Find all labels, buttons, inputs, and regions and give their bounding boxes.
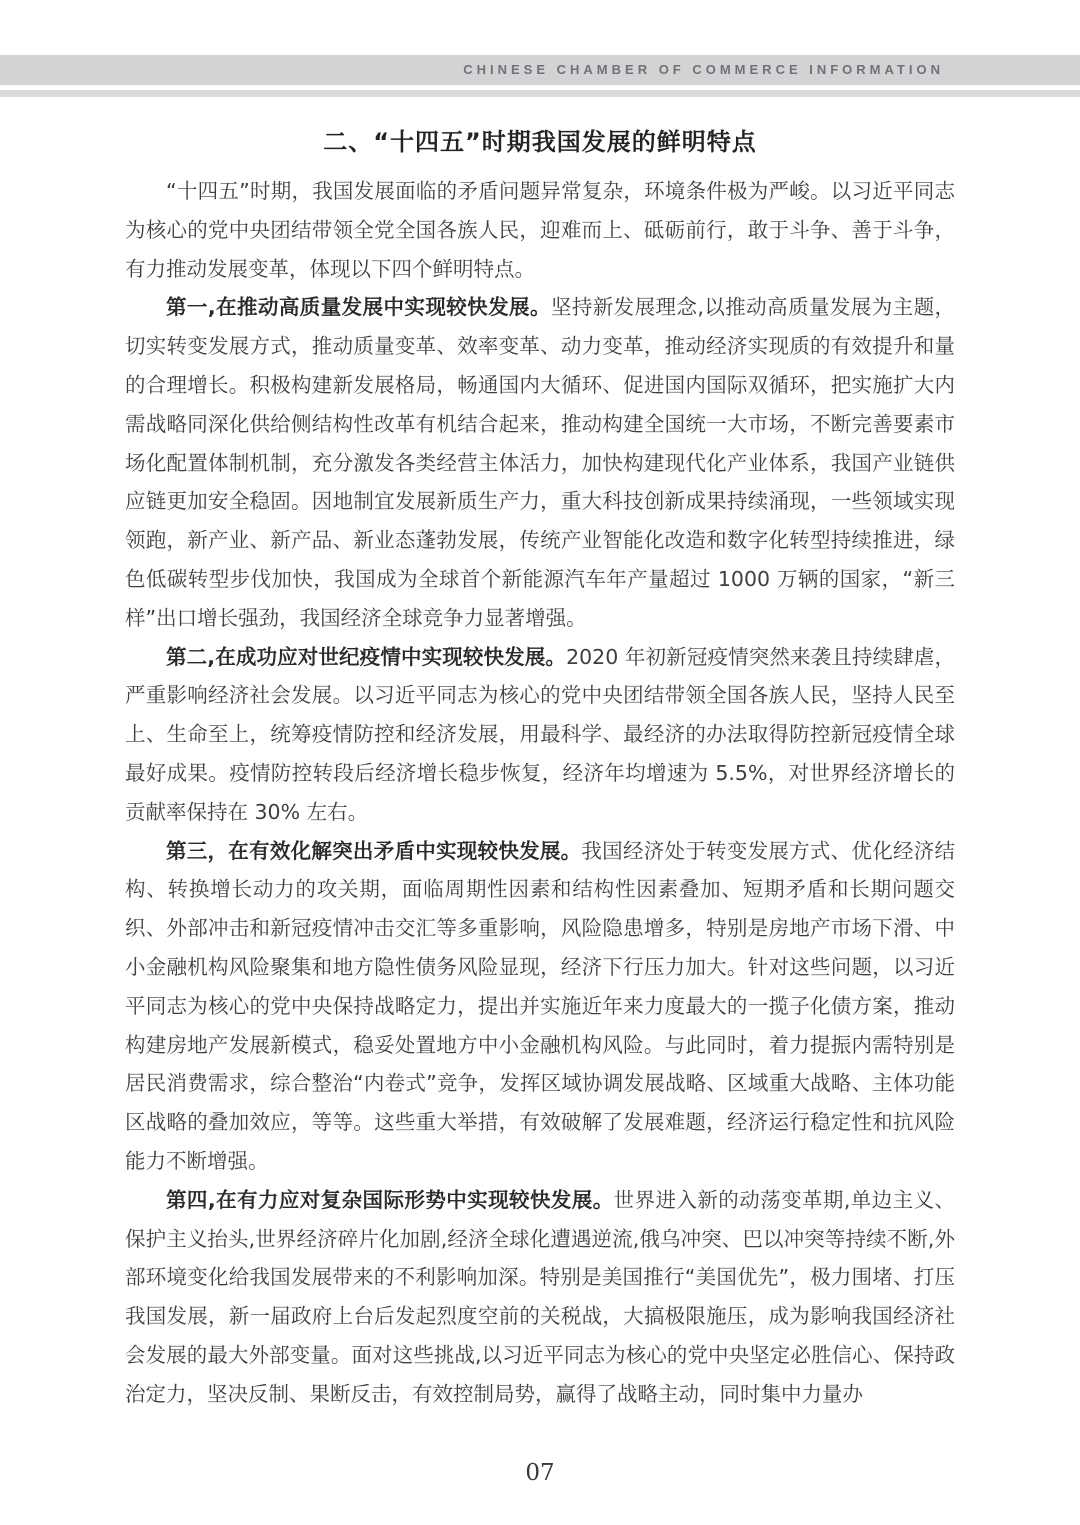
page-number: 07 [525, 1460, 555, 1486]
page-content [125, 126, 955, 1414]
header-subband-rule [0, 90, 1080, 97]
paragraph-5-lead: 第四,在有力应对复杂国际形势中实现较快发展。 [166, 1187, 614, 1212]
paragraph-3-text: 2020 年初新冠疫情突然来袭且持续肆虐，严重影响经济社会发展。以习近平同志为核心的党中央团结带领全国各族人民，坚持人民至上、生命至上，统筹疫情防控和经济发展，用最科学、最经济的办法取得防控新冠疫情全球最好成果。疫情防控转段后经济增长稳步恢复，经济年均增速为 5.5%，对世界经济增长的贡献率保持在 30% 左右。 [125, 644, 955, 824]
paragraph-1-text: “十四五”时期，我国发展面临的矛盾问题异常复杂，环境条件极为严峻。以习近平同志为核心的党中央团结带领全党全国各族人民，迎难而上、砥砺前行，敢于斗争、善于斗争，有力推动发展变革，体现以下四个鲜明特点。 [125, 179, 955, 281]
section-title: 二、“十四五”时期我国发展的鲜明特点 [323, 128, 757, 156]
paragraph-2-lead: 第一,在推动高质量发展中实现较快发展。 [166, 295, 551, 320]
paragraph-4-text: 我国经济处于转变发展方式、优化经济结构、转换增长动力的攻关期，面临周期性因素和结构性因素叠加、短期矛盾和长期问题交织、外部冲击和新冠疫情冲击交汇等多重影响，风险隐患增多，特别是房地产市场下滑、中小金融机构风险聚集和地方隐性债务风险显现，经济下行压力加大。针对这些问题，以习近平同志为核心的党中央保持战略定力，提出并实施近年来力度最大的一揽子化债方案，推动构建房地产发展新模式，稳妥处置地方中小金融机构风险。与此同时，着力提振内需特别是居民消费需求，综合整治“内卷式”竞争，发挥区域协调发展战略、区域重大战略、主体功能区战略的叠加效应，等等。这些重大举措，有效破解了发展难题，经济运行稳定性和抗风险能力不断增强。 [125, 838, 955, 1173]
header-band [0, 55, 1080, 85]
paragraph-3 [125, 638, 955, 832]
paragraph-4 [125, 832, 955, 1181]
paragraph-5-text: 世界进入新的动荡变革期,单边主义、保护主义抬头,世界经济碎片化加剧,经济全球化遭遇逆流,俄乌冲突、巴以冲突等持续不断,外部环境变化给我国发展带来的不利影响加深。特别是美国推行“美国优先”，极力围堵、打压我国发展，新一届政府上台后发起烈度空前的关税战，大搞极限施压，成为影响我国经济社会发展的最大外部变量。面对这些挑战,以习近平同志为核心的党中央坚定必胜信心、保持政治定力，坚决反制、果断反击，有效控制局势，赢得了战略主动，同时集中力量办 [125, 1187, 956, 1406]
paragraph-2-text: 坚持新发展理念,以推动高质量发展为主题，切实转变发展方式，推动质量变革、效率变革、动力变革，推动经济实现质的有效提升和量的合理增长。积极构建新发展格局，畅通国内大循环、促进国内国际双循环，把实施扩大内需战略同深化供给侧结构性改革有机结合起来，推动构建全国统一大市场，不断完善要素市场化配置体制机制，充分激发各类经营主体活力，加快构建现代化产业体系，我国产业链供应链更加安全稳固。因地制宜发展新质生产力，重大科技创新成果持续涌现，一些领域实现领跑，新产业、新产品、新业态蓬勃发展，传统产业智能化改造和数字化转型持续推进，绿色低碳转型步伐加快，我国成为全球首个新能源汽车年产量超过 1000 万辆的国家，“新三样”出口增长强劲，我国经济全球竞争力显著增强。 [125, 295, 955, 630]
body-paragraphs [125, 172, 955, 1414]
paragraph-3-lead: 第二,在成功应对世纪疫情中实现较快发展。 [166, 644, 567, 669]
paragraph-5 [125, 1181, 955, 1414]
paragraph-2 [125, 288, 955, 637]
paragraph-4-lead: 第三，在有效化解突出矛盾中实现较快发展。 [166, 838, 582, 863]
header-banner-text: CHINESE CHAMBER OF COMMERCE INFORMATION [463, 62, 944, 77]
paragraph-1 [125, 172, 955, 288]
